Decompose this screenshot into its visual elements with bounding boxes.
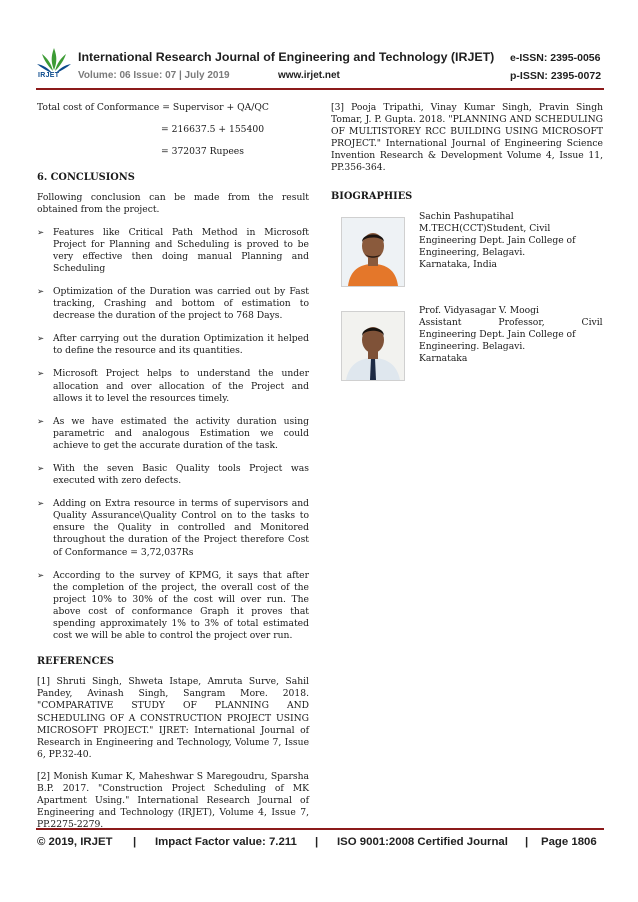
list-item: ➢ Microsoft Project helps to understand the under allocation and over allocation of the Project and allows it to level the resources timely. xyxy=(37,368,309,404)
pissn: p-ISSN: 2395-0072 xyxy=(510,70,602,82)
author-name: Prof. Vidyasagar V. Moogi xyxy=(419,304,539,316)
logo-text: IRJET xyxy=(38,72,60,79)
arrow-bullet-icon: ➢ xyxy=(37,334,45,345)
arrow-bullet-icon: ➢ xyxy=(37,227,45,238)
issue-info: Volume: 06 Issue: 07 | July 2019 xyxy=(78,70,230,81)
reference-3: [3] Pooja Tripathi, Vinay Kumar Singh, Pravin Singh Tomar, J. P. Gupta. 2018. "PLANNING AND SCHEDULING OF MULTISTOREY RCC BUILDING USING MICROSOFT PROJECT." International Journal of Engineering Science Invention Research & Development Volume 4, Issue 11, PP.356-364. xyxy=(331,102,603,174)
arrow-bullet-icon: ➢ xyxy=(37,463,45,474)
biography-1-text xyxy=(419,211,603,271)
footer-copyright: © 2019, IRJET xyxy=(37,836,113,848)
conclusions-heading: 6. CONCLUSIONS xyxy=(37,172,135,184)
conclusions-list xyxy=(37,227,309,643)
biography-1 xyxy=(331,211,603,297)
arrow-bullet-icon: ➢ xyxy=(37,570,45,581)
eissn: e-ISSN: 2395-0056 xyxy=(510,52,601,64)
header-divider xyxy=(36,88,604,90)
author-dept: Engineering Dept. Jain College of xyxy=(419,234,576,246)
cost-formula-result: = 372037 Rupees xyxy=(161,146,244,158)
reference-2: [2] Monish Kumar K, Maheshwar S Maregoudru, Sparsha B.P. 2017. "Construction Project Scheduling of MK Apartment Using." International Research Journal of Engineering and Technology (IRJET), Volume 4, Issue 7, PP.2275-2279. xyxy=(37,770,309,831)
arrow-bullet-icon: ➢ xyxy=(37,416,45,427)
footer-iso: ISO 9001:2008 Certified Journal xyxy=(337,836,508,848)
left-column xyxy=(37,102,309,841)
list-item: ➢ According to the survey of KPMG, it says that after the completion of the project, the overall cost of the project 10% to 30% of the cost will over run. The above cost of conformance Graph it proves that spending approximately 1% to 3% of total estimated cost we will be able to control the project over run. xyxy=(37,569,309,642)
author-location: Karnataka, India xyxy=(419,259,498,271)
author-photo-1 xyxy=(341,217,405,287)
journal-website-link[interactable]: www.irjet.net xyxy=(278,70,340,81)
footer-impact-factor: Impact Factor value: 7.211 xyxy=(155,836,297,848)
conclusions-intro: Following conclusion can be made from the result obtained from the project. xyxy=(37,192,309,216)
author-role: Assistant Professor, Civil xyxy=(419,316,603,328)
author-name: Sachin Pashupatihal xyxy=(419,210,514,222)
author-institution: Engineering, Belagavi. xyxy=(419,246,526,258)
list-item: ➢ After carrying out the duration Optimization it helped to define the resource and its quantities. xyxy=(37,333,309,357)
list-item: ➢ As we have estimated the activity duration using parametric and analogous Estimation we could achieve to get the accurate duration of the task. xyxy=(37,415,309,451)
references-heading: REFERENCES xyxy=(37,656,114,668)
arrow-bullet-icon: ➢ xyxy=(37,369,45,380)
author-photo-2 xyxy=(341,311,405,381)
biographies-heading: BIOGRAPHIES xyxy=(331,190,413,202)
author-dept: Engineering Dept. Jain College of xyxy=(419,328,576,340)
biography-2-text xyxy=(419,305,603,365)
author-institution: Engineering. Belagavi. xyxy=(419,340,526,352)
person-photo-icon xyxy=(342,312,404,380)
reference-1: [1] Shruti Singh, Shweta Istape, Amruta Surve, Sahil Pandey, Avinash Singh, Sangram More. 2018. "COMPARATIVE STUDY OF PLANNING AND SCHEDULING OF A CONSTRUCTION PROJECT USING MICROSOFT PROJECT." IJRET: International Journal of Research in Engineering and Technology, Volume 7, Issue 6, PP.32-40. xyxy=(37,676,309,760)
page-header xyxy=(0,0,638,96)
footer-separator: | xyxy=(315,836,319,848)
author-location: Karnataka xyxy=(419,353,468,365)
list-item: ➢ With the seven Basic Quality tools Project was executed with zero defects. xyxy=(37,462,309,487)
author-role: M.TECH(CCT)Student, Civil xyxy=(419,222,551,234)
biography-2 xyxy=(331,305,603,391)
footer-separator: | xyxy=(525,836,529,848)
arrow-bullet-icon: ➢ xyxy=(37,499,45,510)
list-item: ➢ Optimization of the Duration was carried out by Fast tracking, Crashing and bottom of estimation to decrease the duration of the project to 768 Days. xyxy=(37,285,309,322)
person-photo-icon xyxy=(342,218,404,286)
page-number: Page 1806 xyxy=(541,836,597,848)
footer-divider xyxy=(36,828,604,830)
right-column xyxy=(331,102,603,399)
cost-formula-values: = 216637.5 + 155400 xyxy=(161,124,265,136)
footer-separator: | xyxy=(133,836,137,848)
cost-formula-line: Total cost of Conformance = Supervisor + QA/QC xyxy=(37,102,269,113)
list-item: ➢ Features like Critical Path Method in Microsoft Project for Planning and Scheduling is proved to be very effective then doing manual Planning and Scheduling xyxy=(37,226,309,274)
journal-title: International Research Journal of Engineering and Technology (IRJET) xyxy=(78,50,495,64)
list-item: ➢ Adding on Extra resource in terms of supervisors and Quality Assurance\Quality Control on to the tasks to ensure the Quality in controlled and Monitored throughout the duration of the Project therefore Cost of Conformance = 3,72,037Rs xyxy=(37,498,309,558)
arrow-bullet-icon: ➢ xyxy=(37,286,45,297)
